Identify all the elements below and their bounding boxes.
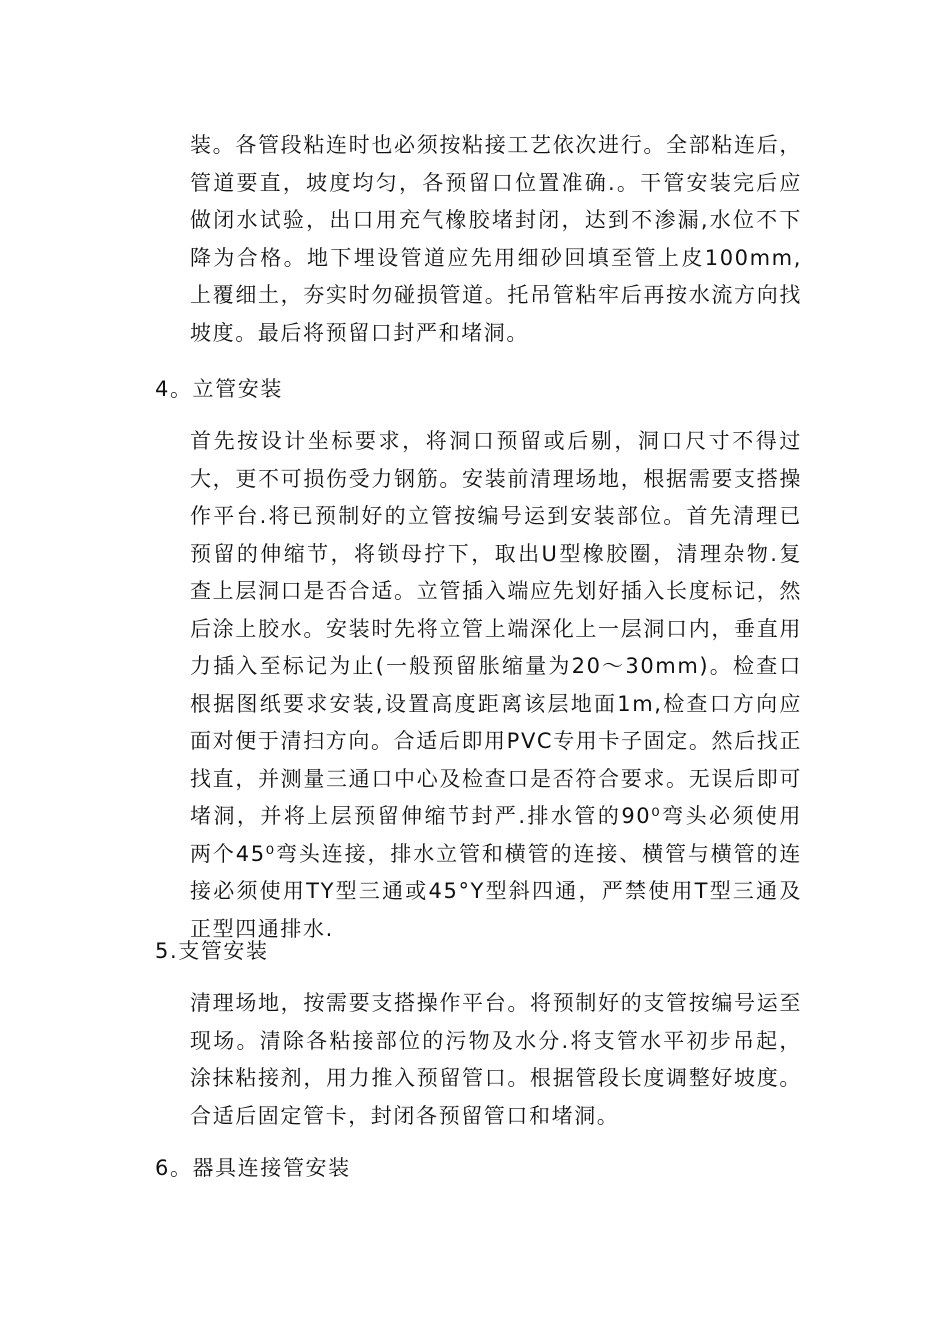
paragraph-branch-pipe-installation: 清理场地，按需要支搭操作平台。将预制好的支管按编号运至现场。清除各粘接部位的污物及水分.将支管水平初步吊起，涂抹粘接剂，用力推入预留管口。根据管段长度调整好坡度。合适后固定管卡，封闭各预留管口和堵洞。 [190,991,802,1128]
heading-branch-pipe-installation: 5.支管安装 [155,939,269,963]
heading-riser-installation: 4。立管安装 [155,377,283,401]
paragraph-riser-installation: 首先按设计坐标要求，将洞口预留或后剔，洞口尺寸不得过大，更不可损伤受力钢筋。安装前清理场地，根据需要支搭操作平台.将已预制好的立管按编号运到安装部位。首先清理已预留的伸缩节，将锁母拧下，取出U型橡胶圈，清理杂物.复查上层洞口是否合适。立管插入端应先划好插入长度标记，然后涂上胶水。安装时先将立管上端深化上一层洞口内，垂直用力插入至标记为止(一般预留胀缩量为20～30mm)。检查口根据图纸要求安装,设置高度距离该层地面1m,检查口方向应面对便于清扫方向。合适后即用PVC专用卡子固定。然后找正找直，并测量三通口中心及检查口是否符合要求。无误后即可堵洞，并将上层预留伸缩节封严.排水管的90⁰弯头必须使用两个45⁰弯头连接，排水立管和横管的连接、横管与横管的连接必须使用TY型三通或45°Y型斜四通，严禁使用T型三通及正型四通排水. [190,429,802,941]
heading-fixture-connection-installation: 6。器具连接管安装 [155,1156,351,1180]
paragraph-drain-pipe-installation: 装。各管段粘连时也必须按粘接工艺依次进行。全部粘连后，管道要直，坡度均匀，各预留口位置准确.。干管安装完后应做闭水试验，出口用充气橡胶堵封闭，达到不渗漏,水位不下降为合格。地下埋设管道应先用细砂回填至管上皮100mm,上覆细土，夯实时勿碰损管道。托吊管粘牢后再按水流方向找坡度。最后将预留口封严和堵洞。 [190,133,802,345]
